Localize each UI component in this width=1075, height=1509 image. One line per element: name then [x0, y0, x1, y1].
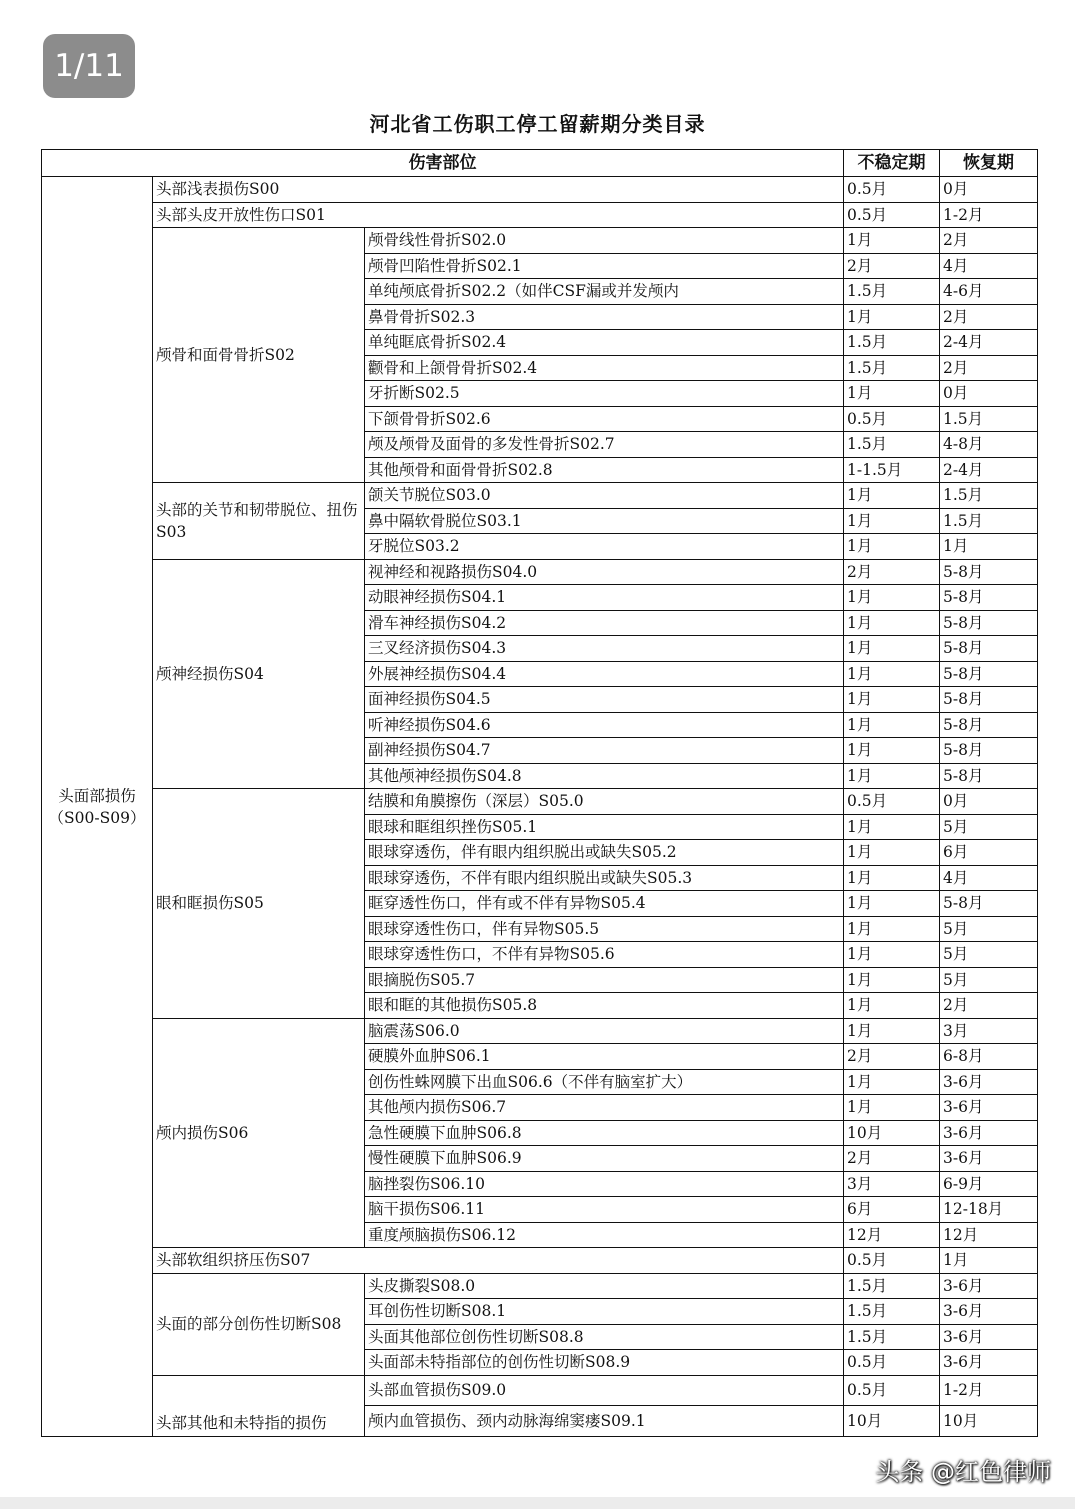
group-cell-s04: 颅神经损伤S04	[153, 559, 365, 789]
unstable-period-cell: 1月	[844, 1095, 940, 1121]
recovery-period-cell: 6-9月	[940, 1171, 1038, 1197]
group-cell-s05: 眼和眶损伤S05	[153, 789, 365, 1019]
unstable-period-cell: 0.5月	[844, 177, 940, 203]
injury-item-cell: 眼摘脱伤S05.7	[365, 967, 844, 993]
recovery-period-cell: 4-6月	[940, 279, 1038, 305]
injury-item-cell: 头面部未特指部位的创伤性切断S08.9	[365, 1350, 844, 1376]
injury-item-cell: 三叉经济损伤S04.3	[365, 636, 844, 662]
unstable-period-cell: 1月	[844, 814, 940, 840]
injury-item-cell: 眼球和眶组织挫伤S05.1	[365, 814, 844, 840]
group-cell-s09: 头部其他和未特指的损伤	[153, 1375, 365, 1437]
unstable-period-cell: 0.5月	[844, 1350, 940, 1376]
category-cell: 头面部损伤（S00-S09）	[42, 177, 153, 1437]
recovery-period-cell: 1-2月	[940, 1375, 1038, 1406]
group-cell-s03: 头部的关节和韧带脱位、扭伤S03	[153, 483, 365, 560]
unstable-period-cell: 1月	[844, 585, 940, 611]
group-cell-s06: 颅内损伤S06	[153, 1018, 365, 1248]
table-row	[42, 1018, 1038, 1044]
unstable-period-cell: 1月	[844, 916, 940, 942]
injury-item-cell: 单纯眶底骨折S02.4	[365, 330, 844, 356]
injury-item-cell: 眼球穿透伤，伴有眼内组织脱出或缺失S05.2	[365, 840, 844, 866]
unstable-period-cell: 1.5月	[844, 330, 940, 356]
recovery-period-cell: 5月	[940, 814, 1038, 840]
table-row	[42, 228, 1038, 254]
unstable-period-cell: 1月	[844, 228, 940, 254]
subcategory-cell: 头部浅表损伤S00	[153, 177, 844, 203]
recovery-period-cell: 3月	[940, 1018, 1038, 1044]
document-title: 河北省工伤职工停工留薪期分类目录	[369, 112, 706, 136]
injury-item-cell: 颧骨和上颌骨骨折S02.4	[365, 355, 844, 381]
recovery-period-cell: 3-6月	[940, 1069, 1038, 1095]
unstable-period-cell: 1.5月	[844, 1299, 940, 1325]
group-cell-s08: 头面的部分创伤性切断S08	[153, 1273, 365, 1375]
unstable-period-cell: 1月	[844, 1018, 940, 1044]
recovery-period-cell: 5月	[940, 942, 1038, 968]
recovery-period-cell: 5-8月	[940, 687, 1038, 713]
injury-item-cell: 鼻骨骨折S02.3	[365, 304, 844, 330]
recovery-period-cell: 2月	[940, 228, 1038, 254]
classification-table	[41, 149, 1038, 1437]
injury-item-cell: 牙脱位S03.2	[365, 534, 844, 560]
unstable-period-cell: 1.5月	[844, 432, 940, 458]
recovery-period-cell: 1.5月	[940, 483, 1038, 509]
recovery-period-cell: 0月	[940, 789, 1038, 815]
table-body	[42, 177, 1038, 1437]
unstable-period-cell: 1月	[844, 712, 940, 738]
table-row	[42, 789, 1038, 815]
unstable-period-cell: 1月	[844, 891, 940, 917]
injury-item-cell: 动眼神经损伤S04.1	[365, 585, 844, 611]
unstable-period-cell: 1月	[844, 636, 940, 662]
injury-item-cell: 头面其他部位创伤性切断S08.8	[365, 1324, 844, 1350]
recovery-period-cell: 3-6月	[940, 1299, 1038, 1325]
unstable-period-cell: 1月	[844, 610, 940, 636]
recovery-period-cell: 3-6月	[940, 1324, 1038, 1350]
unstable-period-cell: 6月	[844, 1197, 940, 1223]
page-counter: 1/11	[43, 34, 135, 98]
injury-item-cell: 脑干损伤S06.11	[365, 1197, 844, 1223]
unstable-period-cell: 1月	[844, 840, 940, 866]
unstable-period-cell: 2月	[844, 1044, 940, 1070]
recovery-period-cell: 1-2月	[940, 202, 1038, 228]
unstable-period-cell: 12月	[844, 1222, 940, 1248]
recovery-period-cell: 3-6月	[940, 1120, 1038, 1146]
unstable-period-cell: 1月	[844, 942, 940, 968]
injury-item-cell: 颅骨线性骨折S02.0	[365, 228, 844, 254]
recovery-period-cell: 4-8月	[940, 432, 1038, 458]
injury-item-cell: 外展神经损伤S04.4	[365, 661, 844, 687]
recovery-period-cell: 12-18月	[940, 1197, 1038, 1223]
unstable-period-cell: 1-1.5月	[844, 457, 940, 483]
recovery-period-cell: 1.5月	[940, 406, 1038, 432]
unstable-period-cell: 1月	[844, 304, 940, 330]
injury-item-cell: 急性硬膜下血肿S06.8	[365, 1120, 844, 1146]
injury-item-cell: 硬膜外血肿S06.1	[365, 1044, 844, 1070]
unstable-period-cell: 10月	[844, 1120, 940, 1146]
injury-item-cell: 头部血管损伤S09.0	[365, 1375, 844, 1406]
unstable-period-cell: 0.5月	[844, 1375, 940, 1406]
recovery-period-cell: 6月	[940, 840, 1038, 866]
unstable-period-cell: 1.5月	[844, 1273, 940, 1299]
table-row	[42, 1248, 1038, 1274]
injury-item-cell: 鼻中隔软骨脱位S03.1	[365, 508, 844, 534]
injury-item-cell: 耳创伤性切断S08.1	[365, 1299, 844, 1325]
table-row	[42, 559, 1038, 585]
recovery-period-cell: 5-8月	[940, 661, 1038, 687]
unstable-period-cell: 10月	[844, 1406, 940, 1437]
unstable-period-cell: 1月	[844, 661, 940, 687]
header-recovery-period: 恢复期	[940, 150, 1038, 177]
unstable-period-cell: 1.5月	[844, 1324, 940, 1350]
injury-item-cell: 脑挫裂伤S06.10	[365, 1171, 844, 1197]
injury-item-cell: 其他颅内损伤S06.7	[365, 1095, 844, 1121]
recovery-period-cell: 4月	[940, 865, 1038, 891]
table-row	[42, 202, 1038, 228]
recovery-period-cell: 6-8月	[940, 1044, 1038, 1070]
recovery-period-cell: 2月	[940, 993, 1038, 1019]
injury-item-cell: 颅及颅骨及面骨的多发性骨折S02.7	[365, 432, 844, 458]
injury-item-cell: 创伤性蛛网膜下出血S06.6（不伴有脑室扩大）	[365, 1069, 844, 1095]
injury-item-cell: 脑震荡S06.0	[365, 1018, 844, 1044]
recovery-period-cell: 12月	[940, 1222, 1038, 1248]
unstable-period-cell: 2月	[844, 1146, 940, 1172]
recovery-period-cell: 1月	[940, 534, 1038, 560]
unstable-period-cell: 1月	[844, 738, 940, 764]
injury-item-cell: 滑车神经损伤S04.2	[365, 610, 844, 636]
injury-item-cell: 眼球穿透伤，不伴有眼内组织脱出或缺失S05.3	[365, 865, 844, 891]
unstable-period-cell: 0.5月	[844, 406, 940, 432]
table-row	[42, 483, 1038, 509]
table-row	[42, 1375, 1038, 1406]
injury-item-cell: 颅内血管损伤、颈内动脉海绵窦瘘S09.1	[365, 1406, 844, 1437]
injury-item-cell: 其他颅神经损伤S04.8	[365, 763, 844, 789]
injury-item-cell: 头皮撕裂S08.0	[365, 1273, 844, 1299]
unstable-period-cell: 1月	[844, 865, 940, 891]
injury-item-cell: 单纯颅底骨折S02.2（如伴CSF漏或并发颅内	[365, 279, 844, 305]
table-row	[42, 177, 1038, 203]
unstable-period-cell: 2月	[844, 559, 940, 585]
injury-item-cell: 眶穿透性伤口，伴有或不伴有异物S05.4	[365, 891, 844, 917]
injury-item-cell: 慢性硬膜下血肿S06.9	[365, 1146, 844, 1172]
unstable-period-cell: 1月	[844, 483, 940, 509]
injury-item-cell: 牙折断S02.5	[365, 381, 844, 407]
table-row	[42, 1273, 1038, 1299]
header-injury-part: 伤害部位	[42, 150, 844, 177]
recovery-period-cell: 2-4月	[940, 330, 1038, 356]
unstable-period-cell: 0.5月	[844, 789, 940, 815]
injury-item-cell: 重度颅脑损伤S06.12	[365, 1222, 844, 1248]
recovery-period-cell: 5-8月	[940, 738, 1038, 764]
recovery-period-cell: 5-8月	[940, 610, 1038, 636]
injury-item-cell: 下颌骨骨折S02.6	[365, 406, 844, 432]
recovery-period-cell: 5月	[940, 916, 1038, 942]
unstable-period-cell: 1月	[844, 993, 940, 1019]
injury-item-cell: 眼球穿透性伤口，伴有异物S05.5	[365, 916, 844, 942]
unstable-period-cell: 1月	[844, 967, 940, 993]
recovery-period-cell: 1.5月	[940, 508, 1038, 534]
unstable-period-cell: 1月	[844, 763, 940, 789]
unstable-period-cell: 1月	[844, 534, 940, 560]
injury-item-cell: 副神经损伤S04.7	[365, 738, 844, 764]
unstable-period-cell: 0.5月	[844, 202, 940, 228]
recovery-period-cell: 10月	[940, 1406, 1038, 1437]
recovery-period-cell: 5-8月	[940, 712, 1038, 738]
bottom-bar	[0, 1497, 1075, 1509]
injury-item-cell: 面神经损伤S04.5	[365, 687, 844, 713]
unstable-period-cell: 1.5月	[844, 355, 940, 381]
subcategory-cell: 头部软组织挤压伤S07	[153, 1248, 844, 1274]
recovery-period-cell: 3-6月	[940, 1273, 1038, 1299]
unstable-period-cell: 3月	[844, 1171, 940, 1197]
unstable-period-cell: 0.5月	[844, 1248, 940, 1274]
unstable-period-cell: 1月	[844, 687, 940, 713]
recovery-period-cell: 5-8月	[940, 585, 1038, 611]
recovery-period-cell: 3-6月	[940, 1350, 1038, 1376]
injury-item-cell: 听神经损伤S04.6	[365, 712, 844, 738]
injury-item-cell: 结膜和角膜擦伤（深层）S05.0	[365, 789, 844, 815]
recovery-period-cell: 5月	[940, 967, 1038, 993]
recovery-period-cell: 2-4月	[940, 457, 1038, 483]
recovery-period-cell: 4月	[940, 253, 1038, 279]
table-header-row	[42, 150, 1038, 177]
recovery-period-cell: 2月	[940, 304, 1038, 330]
recovery-period-cell: 0月	[940, 381, 1038, 407]
unstable-period-cell: 2月	[844, 253, 940, 279]
header-unstable-period: 不稳定期	[844, 150, 940, 177]
recovery-period-cell: 0月	[940, 177, 1038, 203]
watermark: 头条 @红色律师	[875, 1458, 1051, 1486]
unstable-period-cell: 1月	[844, 508, 940, 534]
recovery-period-cell: 5-8月	[940, 559, 1038, 585]
recovery-period-cell: 1月	[940, 1248, 1038, 1274]
recovery-period-cell: 5-8月	[940, 636, 1038, 662]
recovery-period-cell: 2月	[940, 355, 1038, 381]
recovery-period-cell: 3-6月	[940, 1095, 1038, 1121]
group-cell-s02: 颅骨和面骨骨折S02	[153, 228, 365, 483]
injury-item-cell: 眼和眶的其他损伤S05.8	[365, 993, 844, 1019]
subcategory-cell: 头部头皮开放性伤口S01	[153, 202, 844, 228]
recovery-period-cell: 5-8月	[940, 891, 1038, 917]
injury-item-cell: 其他颅骨和面骨骨折S02.8	[365, 457, 844, 483]
injury-item-cell: 眼球穿透性伤口，不伴有异物S05.6	[365, 942, 844, 968]
recovery-period-cell: 5-8月	[940, 763, 1038, 789]
unstable-period-cell: 1.5月	[844, 279, 940, 305]
unstable-period-cell: 1月	[844, 381, 940, 407]
injury-item-cell: 视神经和视路损伤S04.0	[365, 559, 844, 585]
injury-item-cell: 颅骨凹陷性骨折S02.1	[365, 253, 844, 279]
recovery-period-cell: 3-6月	[940, 1146, 1038, 1172]
injury-item-cell: 颌关节脱位S03.0	[365, 483, 844, 509]
unstable-period-cell: 1月	[844, 1069, 940, 1095]
